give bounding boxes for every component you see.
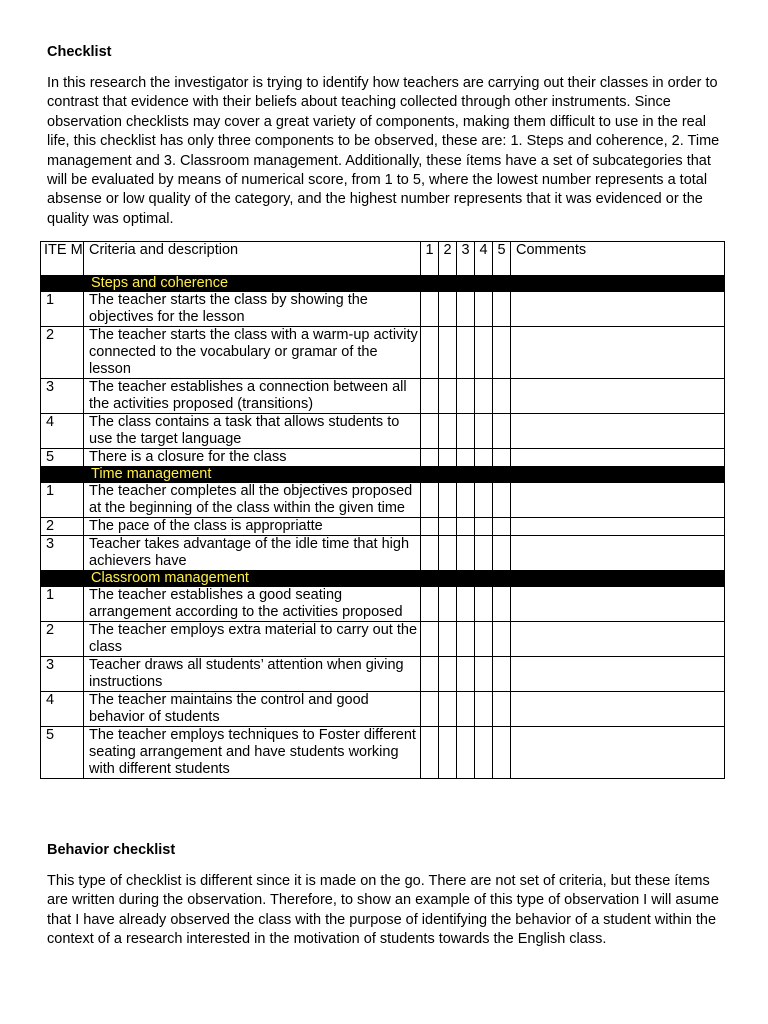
criteria-description: There is a closure for the class bbox=[84, 449, 421, 467]
score-1-cell bbox=[421, 657, 439, 692]
table-row bbox=[41, 657, 725, 692]
behavior-checklist-heading: Behavior checklist bbox=[47, 842, 176, 858]
score-3-cell bbox=[457, 536, 475, 571]
score-1-cell bbox=[421, 727, 439, 779]
criteria-description: The teacher employs extra material to carry out the class bbox=[84, 622, 421, 657]
table-row bbox=[41, 587, 725, 622]
table-row bbox=[41, 449, 725, 467]
item-number: 1 bbox=[41, 292, 84, 327]
score-3-cell bbox=[457, 727, 475, 779]
score-4-cell bbox=[475, 692, 493, 727]
score-4-cell bbox=[475, 727, 493, 779]
table-row bbox=[41, 692, 725, 727]
comments-cell bbox=[511, 483, 725, 518]
table-row bbox=[41, 622, 725, 657]
criteria-description: The teacher maintains the control and good behavior of students bbox=[84, 692, 421, 727]
score-2-cell bbox=[439, 727, 457, 779]
comments-cell bbox=[511, 622, 725, 657]
comments-cell bbox=[511, 727, 725, 779]
score-4-cell bbox=[475, 292, 493, 327]
comments-cell bbox=[511, 379, 725, 414]
score-2-cell bbox=[439, 692, 457, 727]
header-criteria: Criteria and description bbox=[84, 242, 421, 276]
table-row bbox=[41, 483, 725, 518]
score-3-cell bbox=[457, 292, 475, 327]
score-5-cell bbox=[493, 622, 511, 657]
item-number: 2 bbox=[41, 518, 84, 536]
section-title: Classroom management bbox=[41, 571, 725, 587]
score-4-cell bbox=[475, 622, 493, 657]
criteria-description: The teacher starts the class with a warm-up activity connected to the vocabulary or gramar of the lesson bbox=[84, 327, 421, 379]
score-3-cell bbox=[457, 449, 475, 467]
score-5-cell bbox=[493, 379, 511, 414]
score-1-cell bbox=[421, 518, 439, 536]
score-4-cell bbox=[475, 518, 493, 536]
comments-cell bbox=[511, 414, 725, 449]
comments-cell bbox=[511, 518, 725, 536]
section-header-row bbox=[41, 276, 725, 292]
score-2-cell bbox=[439, 657, 457, 692]
score-1-cell bbox=[421, 292, 439, 327]
score-3-cell bbox=[457, 379, 475, 414]
item-number: 5 bbox=[41, 727, 84, 779]
score-3-cell bbox=[457, 692, 475, 727]
item-number: 3 bbox=[41, 657, 84, 692]
score-5-cell bbox=[493, 449, 511, 467]
table-header-row bbox=[41, 242, 725, 276]
header-score-4: 4 bbox=[475, 242, 493, 276]
score-3-cell bbox=[457, 518, 475, 536]
criteria-description: The teacher starts the class by showing the objectives for the lesson bbox=[84, 292, 421, 327]
comments-cell bbox=[511, 292, 725, 327]
comments-cell bbox=[511, 327, 725, 379]
score-3-cell bbox=[457, 327, 475, 379]
score-5-cell bbox=[493, 292, 511, 327]
header-score-5: 5 bbox=[493, 242, 511, 276]
score-5-cell bbox=[493, 536, 511, 571]
score-1-cell bbox=[421, 414, 439, 449]
behavior-paragraph: This type of checklist is different since it is made on the go. There are not set of criteria, but these ítems are written during the observation. Therefore, to show an example of this type of observation I will asume that I have already observed the class with the purpose of identifying the behavior of a student within the context of a research interested in the motivation of students towards the English class. bbox=[47, 873, 719, 948]
header-score-2: 2 bbox=[439, 242, 457, 276]
section-title: Time management bbox=[41, 467, 725, 483]
score-5-cell bbox=[493, 692, 511, 727]
item-number: 3 bbox=[41, 379, 84, 414]
score-2-cell bbox=[439, 414, 457, 449]
score-1-cell bbox=[421, 483, 439, 518]
criteria-description: Teacher takes advantage of the idle time that high achievers have bbox=[84, 536, 421, 571]
score-4-cell bbox=[475, 536, 493, 571]
score-4-cell bbox=[475, 657, 493, 692]
item-number: 1 bbox=[41, 483, 84, 518]
score-2-cell bbox=[439, 292, 457, 327]
score-1-cell bbox=[421, 327, 439, 379]
score-4-cell bbox=[475, 327, 493, 379]
score-3-cell bbox=[457, 622, 475, 657]
score-5-cell bbox=[493, 483, 511, 518]
criteria-description: The teacher establishes a connection between all the activities proposed (transitions) bbox=[84, 379, 421, 414]
criteria-description: The teacher establishes a good seating arrangement according to the activities proposed bbox=[84, 587, 421, 622]
table-row bbox=[41, 727, 725, 779]
comments-cell bbox=[511, 692, 725, 727]
score-5-cell bbox=[493, 518, 511, 536]
checklist-heading: Checklist bbox=[47, 44, 112, 60]
score-1-cell bbox=[421, 692, 439, 727]
score-5-cell bbox=[493, 727, 511, 779]
score-2-cell bbox=[439, 483, 457, 518]
score-2-cell bbox=[439, 327, 457, 379]
score-5-cell bbox=[493, 414, 511, 449]
table-row bbox=[41, 518, 725, 536]
header-comments: Comments bbox=[511, 242, 725, 276]
section-header-row bbox=[41, 467, 725, 483]
score-5-cell bbox=[493, 587, 511, 622]
criteria-description: The teacher employs techniques to Foster different seating arrangement and have students working with different students bbox=[84, 727, 421, 779]
table-row bbox=[41, 379, 725, 414]
table-row bbox=[41, 327, 725, 379]
score-3-cell bbox=[457, 483, 475, 518]
item-number: 3 bbox=[41, 536, 84, 571]
score-4-cell bbox=[475, 587, 493, 622]
header-item: ITE M bbox=[41, 242, 84, 276]
score-2-cell bbox=[439, 536, 457, 571]
score-5-cell bbox=[493, 327, 511, 379]
criteria-description: The pace of the class is appropriatte bbox=[84, 518, 421, 536]
item-number: 2 bbox=[41, 327, 84, 379]
score-4-cell bbox=[475, 414, 493, 449]
score-1-cell bbox=[421, 622, 439, 657]
score-1-cell bbox=[421, 449, 439, 467]
comments-cell bbox=[511, 657, 725, 692]
comments-cell bbox=[511, 536, 725, 571]
item-number: 2 bbox=[41, 622, 84, 657]
score-3-cell bbox=[457, 657, 475, 692]
checklist-table bbox=[40, 241, 725, 779]
item-number: 4 bbox=[41, 692, 84, 727]
checklist-table-body bbox=[41, 242, 725, 779]
score-1-cell bbox=[421, 587, 439, 622]
score-2-cell bbox=[439, 379, 457, 414]
comments-cell bbox=[511, 587, 725, 622]
score-2-cell bbox=[439, 518, 457, 536]
item-number: 4 bbox=[41, 414, 84, 449]
table-row bbox=[41, 292, 725, 327]
checklist-intro-paragraph: In this research the investigator is trying to identify how teachers are carrying out their classes in order to contrast that evidence with their beliefs about teaching collected through other instruments. Since observation checklists may cover a great variety of components, making them difficult to use in the real life, this checklist has only three components to be observed, these are: 1. Steps and coherence, 2. Time management and 3. Classroom management. Additionally, these ítems have a set of subcategories that will be evaluated by means of numerical score, from 1 to 5, where the lowest number represents a total absense or low quality of the category, and the highest number represents that it was evidenced or the quality was optimal. bbox=[47, 75, 720, 227]
criteria-description: Teacher draws all students’ attention when giving instructions bbox=[84, 657, 421, 692]
score-1-cell bbox=[421, 379, 439, 414]
criteria-description: The teacher completes all the objectives proposed at the beginning of the class within the given time bbox=[84, 483, 421, 518]
score-4-cell bbox=[475, 379, 493, 414]
score-4-cell bbox=[475, 483, 493, 518]
score-3-cell bbox=[457, 587, 475, 622]
score-2-cell bbox=[439, 449, 457, 467]
header-score-3: 3 bbox=[457, 242, 475, 276]
table-row bbox=[41, 536, 725, 571]
score-2-cell bbox=[439, 622, 457, 657]
item-number: 5 bbox=[41, 449, 84, 467]
score-1-cell bbox=[421, 536, 439, 571]
header-score-1: 1 bbox=[421, 242, 439, 276]
score-4-cell bbox=[475, 449, 493, 467]
section-header-row bbox=[41, 571, 725, 587]
comments-cell bbox=[511, 449, 725, 467]
item-number: 1 bbox=[41, 587, 84, 622]
score-2-cell bbox=[439, 587, 457, 622]
score-5-cell bbox=[493, 657, 511, 692]
table-row bbox=[41, 414, 725, 449]
section-title: Steps and coherence bbox=[41, 276, 725, 292]
score-3-cell bbox=[457, 414, 475, 449]
criteria-description: The class contains a task that allows students to use the target language bbox=[84, 414, 421, 449]
